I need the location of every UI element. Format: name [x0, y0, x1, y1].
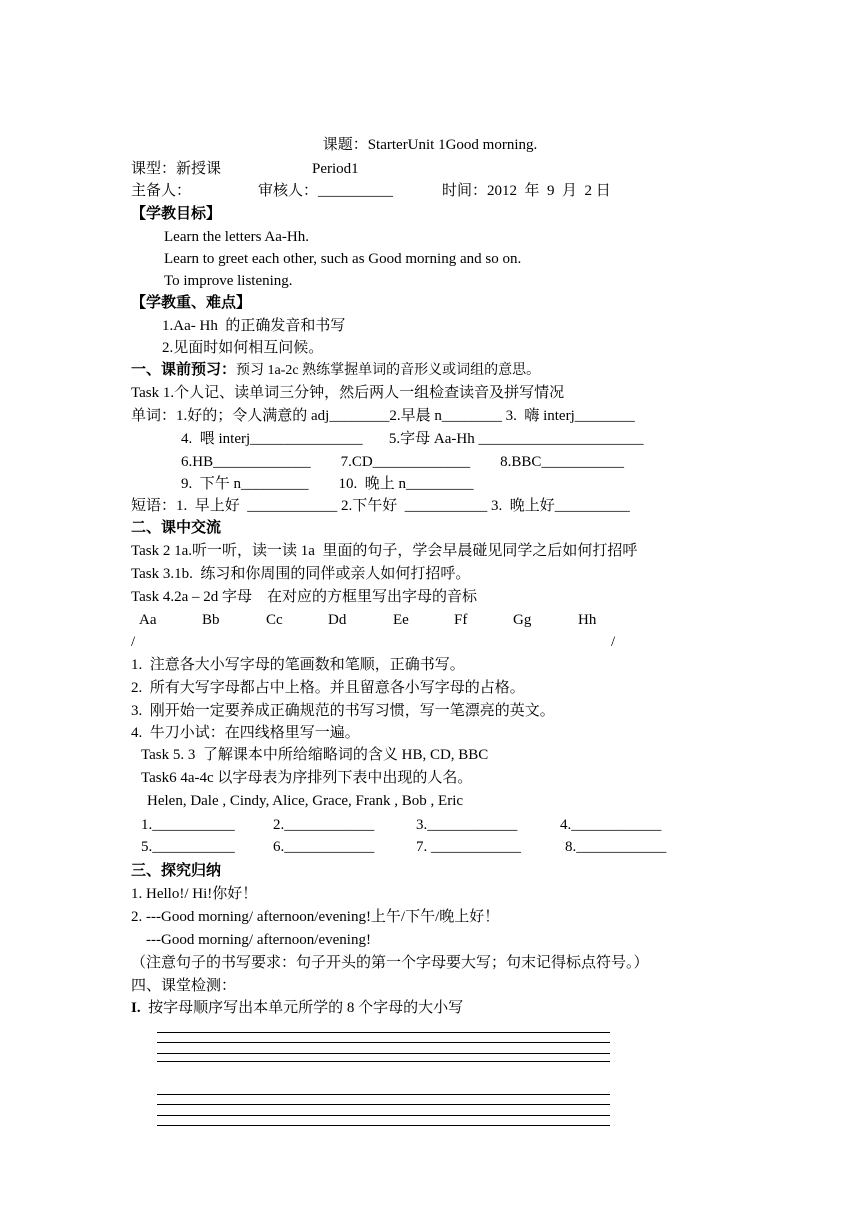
date: 时间：2012 年 9 月 2 日	[442, 183, 611, 199]
letter-gg: Gg	[513, 612, 532, 628]
objective-1: Learn the letters Aa-Hh.	[164, 229, 309, 245]
letter-ff: Ff	[454, 612, 468, 628]
preview-desc: 预习 1a-2c 熟练掌握单词的音形义或词组的意思。	[236, 363, 541, 378]
period: Period1	[312, 161, 359, 177]
grid-line	[157, 1032, 610, 1033]
grid-line	[157, 1061, 610, 1062]
grid-line	[157, 1115, 610, 1116]
objective-2: Learn to greet each other, such as Good morning and so on.	[164, 251, 522, 267]
objective-3: To improve listening.	[164, 273, 293, 289]
reviewer: 审核人：__________	[258, 183, 394, 199]
blank-4: 4.____________	[560, 817, 662, 833]
task2: Task 2 1a.听一听，读一读 1a 里面的句子，学会早晨碰见同学之后如何打招呼	[131, 543, 638, 559]
exchange-heading: 二、课中交流	[131, 520, 222, 536]
words-line-4: 9. 下午 n_________ 10. 晚上 n_________	[181, 476, 474, 492]
letter-hh: Hh	[578, 612, 597, 628]
four-line-grid-1	[157, 1032, 610, 1062]
key-points-heading: 【学教重、难点】	[131, 295, 252, 311]
question-1-num: I.	[131, 1000, 141, 1016]
letter-dd: Dd	[328, 612, 347, 628]
key-point-2: 2.见面时如何相互问候。	[162, 340, 324, 356]
names-list: Helen, Dale , Cindy, Alice, Grace, Frank , Bob , Eric	[147, 793, 464, 809]
note-2: 2. 所有大写字母都占中上格。并且留意各小写字母的占格。	[131, 680, 525, 696]
course-type: 课型：新授课	[131, 161, 222, 177]
key-point-1: 1.Aa- Hh 的正确发音和书写	[162, 318, 346, 334]
blank-7: 7. ____________	[416, 839, 521, 855]
blank-5: 5.___________	[141, 839, 235, 855]
letter-ee: Ee	[393, 612, 409, 628]
summary-heading: 三、探究归纳	[131, 863, 222, 879]
check-heading: 四、课堂检测：	[131, 978, 237, 994]
preview-heading: 一、课前预习：	[131, 362, 237, 378]
grid-line	[157, 1104, 610, 1105]
preparer: 主备人：	[131, 183, 192, 199]
letter-aa: Aa	[139, 612, 157, 628]
blank-1: 1.___________	[141, 817, 235, 833]
grid-line	[157, 1094, 610, 1095]
summary-3: ---Good morning/ afternoon/evening!	[131, 932, 371, 948]
summary-2: 2. ---Good morning/ afternoon/evening!上午/下午/晚上好！	[131, 909, 500, 925]
words-line-2: 4. 喂 interj_______________ 5.字母 Aa-Hh ______________________	[181, 431, 644, 447]
note-4: 4. 牛刀小试：在四线格里写一遍。	[131, 725, 360, 741]
blank-3: 3.____________	[416, 817, 518, 833]
task1: Task 1.个人记、读单词三分钟，然后两人一组检查读音及拼写情况	[131, 385, 565, 401]
words-line-1: 单词：1.好的；令人满意的 adj________2.早晨 n________ 3. 嗨 interj________	[131, 408, 635, 424]
blank-8: 8.____________	[565, 839, 667, 855]
letter-bb: Bb	[202, 612, 220, 628]
summary-note: （注意句子的书写要求：句子开头的第一个字母要大写；句末记得标点符号。）	[131, 955, 649, 971]
blank-6: 6.____________	[273, 839, 375, 855]
task3: Task 3.1b. 练习和你周围的同伴或亲人如何打招呼。	[131, 566, 471, 582]
grid-line	[157, 1042, 610, 1043]
summary-1: 1. Hello!/ Hi!你好！	[131, 886, 258, 902]
words-line-3: 6.HB_____________ 7.CD_____________ 8.BBC___________	[181, 454, 624, 470]
note-3: 3. 刚开始一定要养成正确规范的书写习惯，写一笔漂亮的英文。	[131, 703, 555, 719]
four-line-grid-2	[157, 1094, 610, 1124]
note-1: 1. 注意各大小写字母的笔画数和笔顺，正确书写。	[131, 657, 465, 673]
lesson-title: 课题：StarterUnit 1Good morning.	[322, 137, 538, 153]
grid-line	[157, 1053, 610, 1054]
question-1-text: 按字母顺序写出本单元所学的 8 个字母的大小写	[140, 1000, 464, 1016]
grid-line	[157, 1125, 610, 1126]
task6: Task6 4a-4c 以字母表为序排列下表中出现的人名。	[141, 770, 473, 786]
phrases-line: 短语：1. 早上好 ____________ 2.下午好 ___________ 3. 晚上好__________	[131, 498, 630, 514]
task4: Task 4.2a – 2d 字母 在对应的方框里写出字母的音标	[131, 589, 478, 605]
slash-right: /	[611, 634, 616, 650]
letter-cc: Cc	[266, 612, 283, 628]
question-1	[131, 999, 463, 1017]
blank-2: 2.____________	[273, 817, 375, 833]
task5: Task 5. 3 了解课本中所给缩略词的含义 HB, CD, BBC	[141, 747, 489, 763]
preview-line	[131, 361, 540, 380]
slash-left: /	[131, 634, 136, 650]
objectives-heading: 【学教目标】	[131, 206, 222, 222]
